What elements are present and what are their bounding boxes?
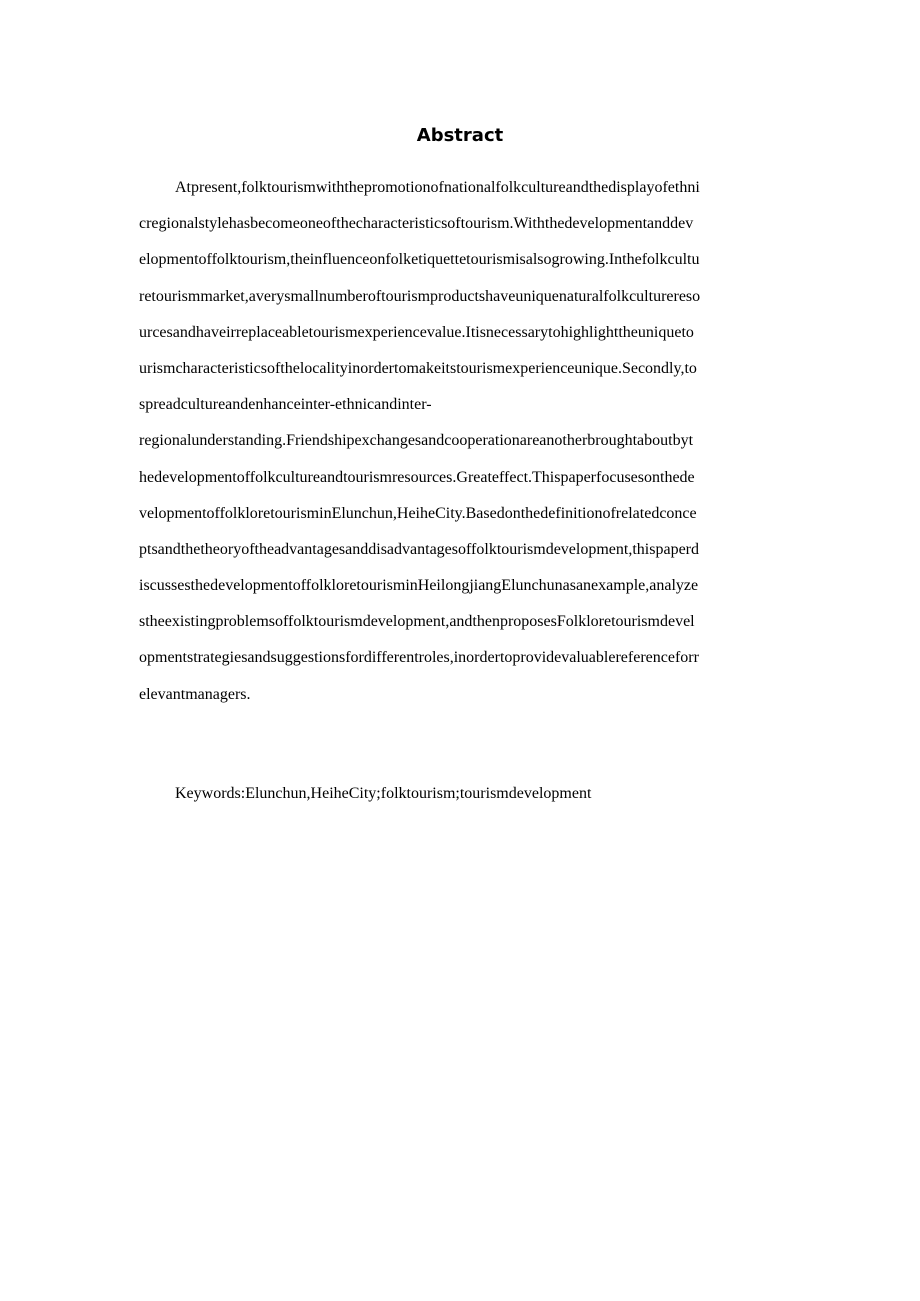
abstract-line: spreadcultureandenhanceinter-ethnicandinter- xyxy=(139,396,432,414)
keywords-line: Keywords:Elunchun,HeiheCity;folktourism;tourismdevelopment xyxy=(175,785,592,802)
abstract-line: opmentstrategiesandsuggestionsfordifferentroles,inordertoprovidevaluablereferenceforr xyxy=(139,649,699,667)
abstract-line: hedevelopmentoffolkcultureandtourismresources.Greateffect.Thispaperfocusesonthede xyxy=(139,468,695,486)
abstract-line: retourismmarket,averysmallnumberoftourismproductshaveuniquenaturalfolkculturereso xyxy=(139,287,701,305)
abstract-body xyxy=(139,170,799,713)
abstract-title: Abstract xyxy=(416,125,504,146)
abstract-line: velopmentoffolkloretourisminElunchun,HeiheCity.Basedonthedefinitionofrelatedconce xyxy=(139,504,697,522)
abstract-line: elevantmanagers. xyxy=(139,685,251,703)
abstract-line: urcesandhaveirreplaceabletourismexperiencevalue.Itisnecessarytohighlighttheuniqueto xyxy=(139,323,694,341)
abstract-line: Atpresent,folktourismwiththepromotionofnationalfolkcultureandthedisplayofethni xyxy=(175,179,700,196)
abstract-line: elopmentoffolktourism,theinfluenceonfolketiquettetourismisalsogrowing.Inthefolkcultu xyxy=(139,251,700,269)
abstract-line: regionalunderstanding.Friendshipexchangesandcooperationareanotherbroughtaboutbyt xyxy=(139,432,694,450)
abstract-line: cregionalstylehasbecomeoneofthecharacteristicsoftourism.Withthedevelopmentanddev xyxy=(139,215,694,233)
abstract-line: stheexistingproblemsoffolktourismdevelopment,andthenproposesFolkloretourismdevel xyxy=(139,613,695,631)
abstract-line: iscussesthedevelopmentoffolkloretourisminHeilongjiangElunchunasanexample,analyze xyxy=(139,577,699,595)
abstract-line: urismcharacteristicsofthelocalityinordertomakeitstourismexperienceunique.Secondly,to xyxy=(139,359,697,377)
abstract-line: ptsandthetheoryoftheadvantagesanddisadvantagesoffolktourismdevelopment,thispaperd xyxy=(139,540,699,558)
